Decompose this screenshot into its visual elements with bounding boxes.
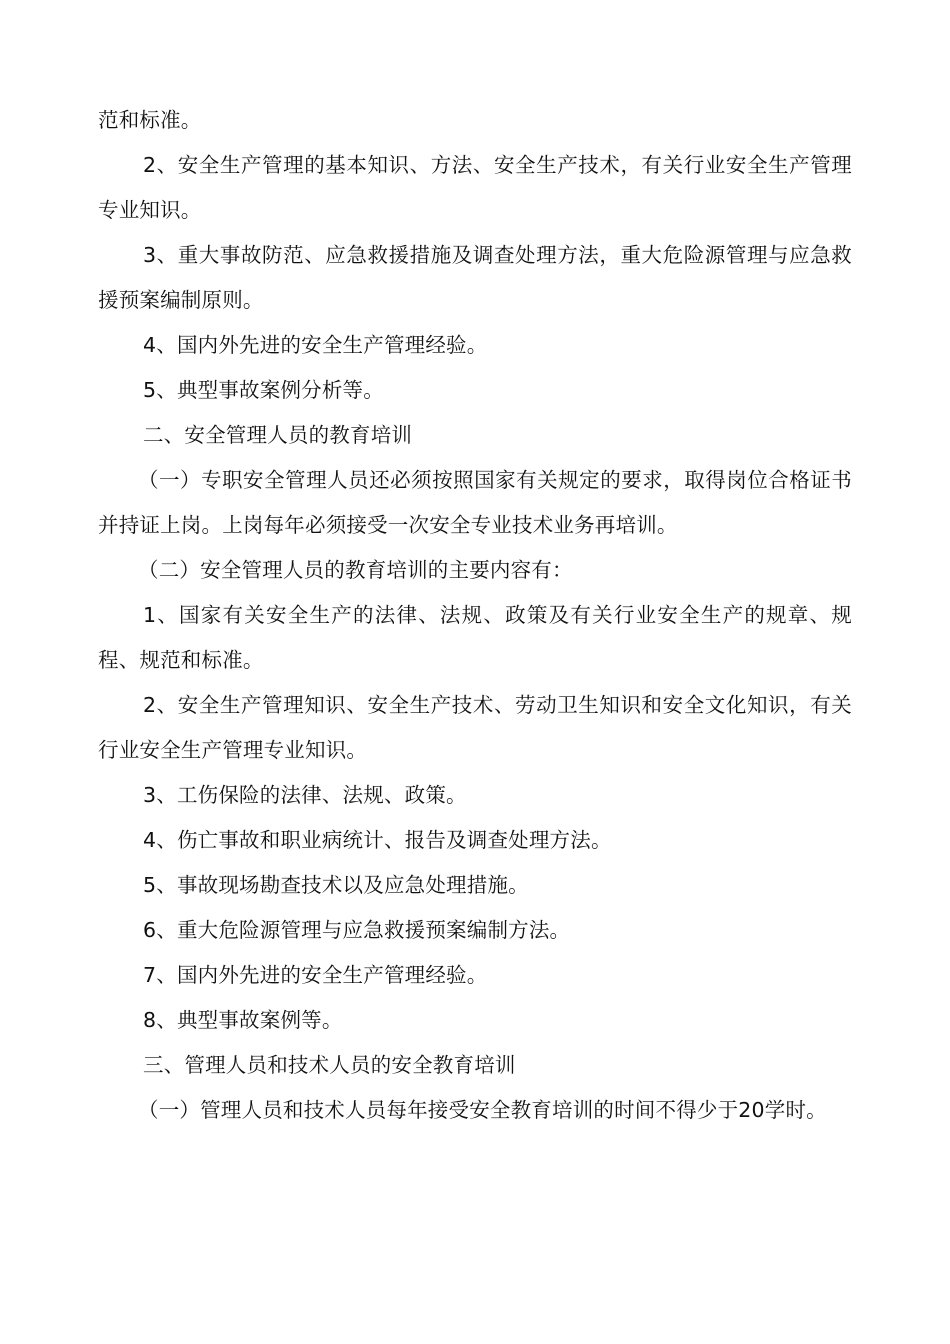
paragraph: 范和标准。 — [98, 108, 202, 132]
document-body — [98, 98, 852, 1133]
list-item: 4、伤亡事故和职业病统计、报告及调查处理方法。 — [143, 828, 612, 852]
subsection-heading: （二）安全管理人员的教育培训的主要内容有： — [138, 558, 573, 582]
section-heading: 三、管理人员和技术人员的安全教育培训 — [143, 1053, 516, 1077]
list-item: 4、国内外先进的安全生产管理经验。 — [143, 333, 488, 357]
list-item: 5、典型事故案例分析等。 — [143, 378, 384, 402]
list-item: 3、重大事故防范、应急救援措施及调查处理方法，重大危险源管理与应急救援预案编制原则。 — [98, 243, 852, 312]
list-item: 2、安全生产管理知识、安全生产技术、劳动卫生知识和安全文化知识，有关行业安全生产管理专业知识。 — [98, 693, 852, 762]
list-item: 5、事故现场勘查技术以及应急处理措施。 — [143, 873, 529, 897]
subsection-paragraph: （一）专职安全管理人员还必须按照国家有关规定的要求，取得岗位合格证书并持证上岗。上岗每年必须接受一次安全专业技术业务再培训。 — [98, 468, 852, 537]
list-item: 3、工伤保险的法律、法规、政策。 — [143, 783, 467, 807]
list-item: 7、国内外先进的安全生产管理经验。 — [143, 963, 488, 987]
list-item: 1、国家有关安全生产的法律、法规、政策及有关行业安全生产的规章、规程、规范和标准。 — [98, 603, 852, 672]
list-item: 6、重大危险源管理与应急救援预案编制方法。 — [143, 918, 571, 942]
subsection-paragraph: （一）管理人员和技术人员每年接受安全教育培训的时间不得少于20学时。 — [138, 1098, 827, 1122]
list-item: 8、典型事故案例等。 — [143, 1008, 343, 1032]
list-item: 2、安全生产管理的基本知识、方法、安全生产技术，有关行业安全生产管理专业知识。 — [98, 153, 852, 222]
section-heading: 二、安全管理人员的教育培训 — [143, 423, 413, 447]
